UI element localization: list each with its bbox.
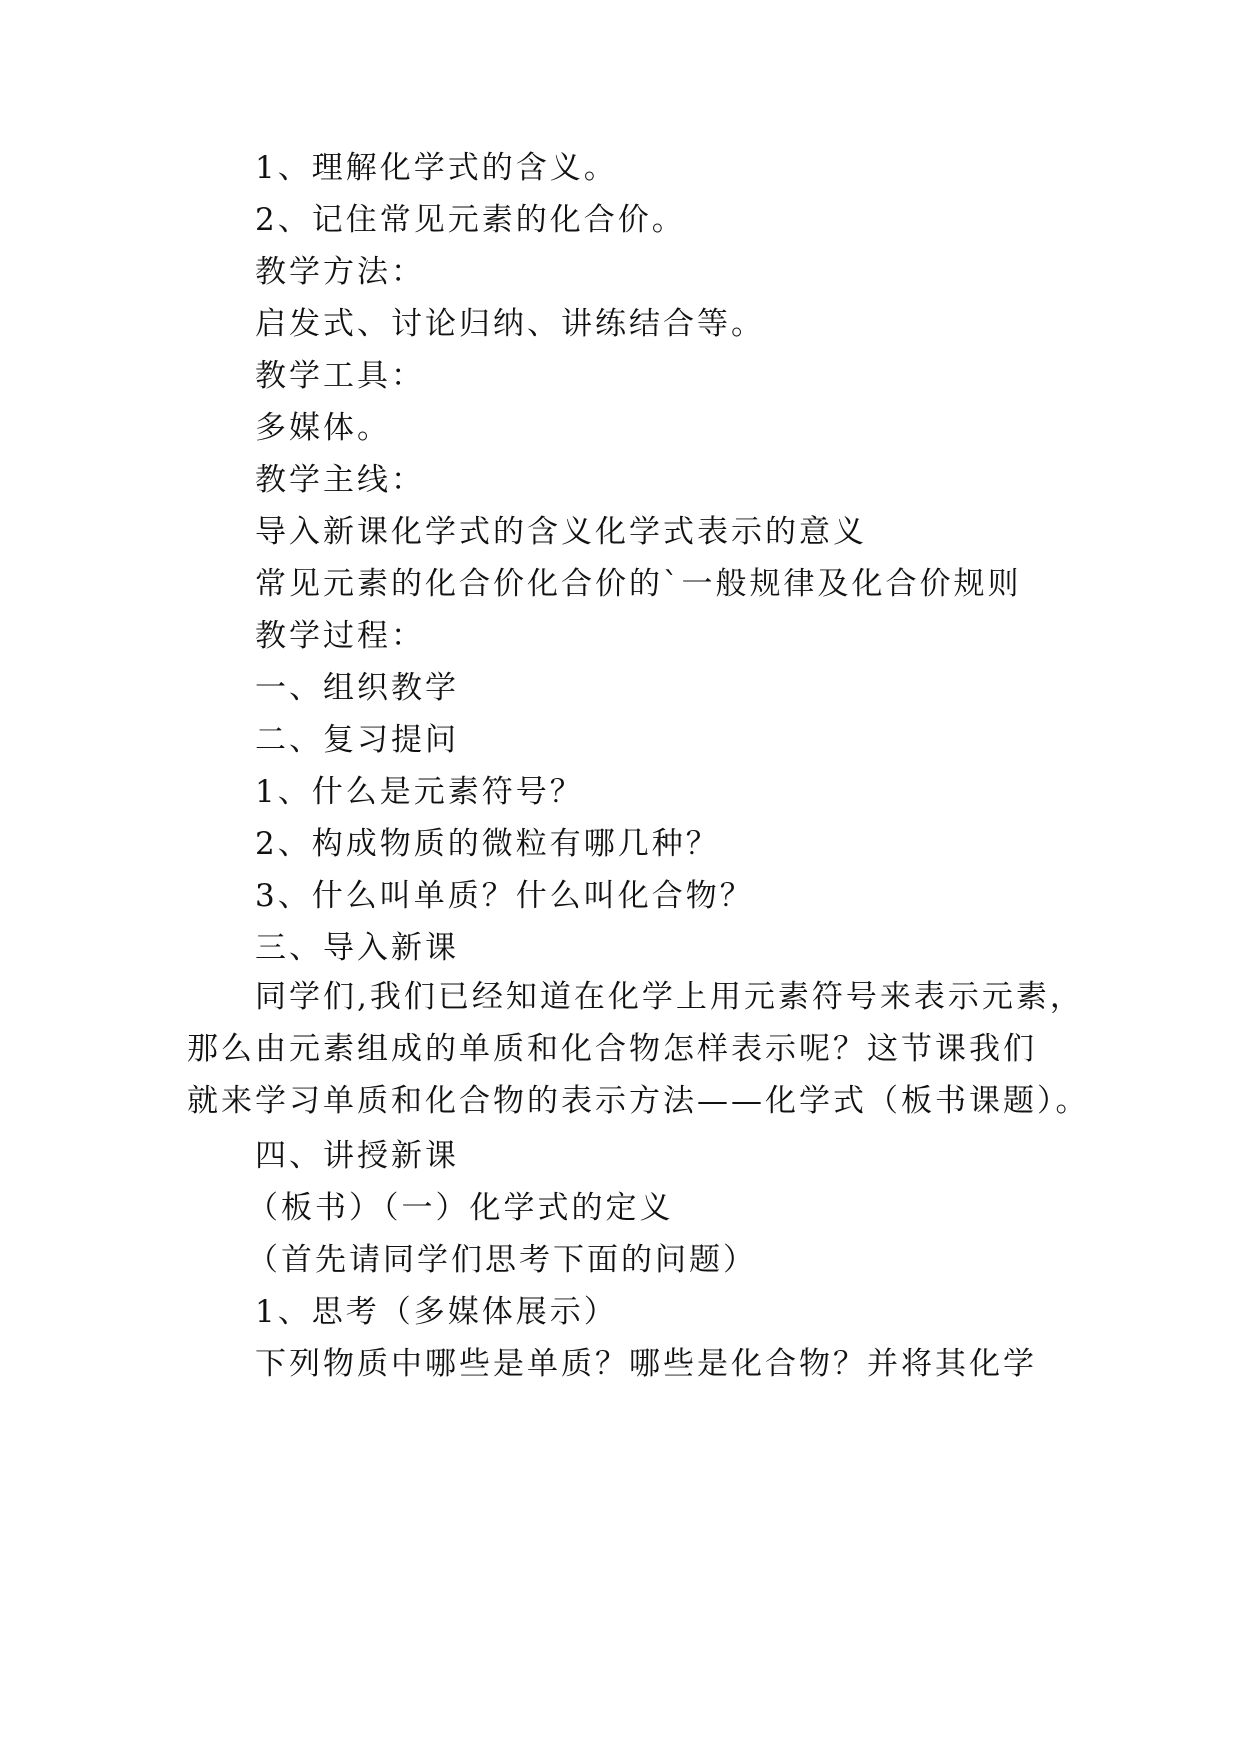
intro-paragraph-line: 那么由元素组成的单质和化合物怎样表示呢？这节课我们 [187,1031,1037,1067]
teaching-methods-heading: 教学方法： [255,254,425,290]
teaching-mainline-text-1: 导入新课化学式的含义化学式表示的意义 [255,514,867,550]
teaching-tools-text: 多媒体。 [255,410,391,446]
intro-paragraph-line: 同学们,我们已经知道在化学上用元素符号来表示元素， [255,979,1084,1015]
section-introduce-lesson: 三、导入新课 [255,930,459,966]
teaching-tools-heading: 教学工具： [255,358,425,394]
section-new-lesson: 四、讲授新课 [255,1138,459,1174]
teaching-process-heading: 教学过程： [255,618,425,654]
section-organize-teaching: 一、组织教学 [255,670,459,706]
question-substances: 下列物质中哪些是单质？哪些是化合物？并将其化学 [255,1346,1037,1382]
review-question-1: 1、什么是元素符号？ [255,774,584,810]
teaching-methods-text: 启发式、讨论归纳、讲练结合等。 [255,306,765,342]
objective-2: 2、记住常见元素的化合价。 [255,202,686,238]
thinking-prompt: （首先请同学们思考下面的问题） [247,1242,757,1278]
review-question-2: 2、构成物质的微粒有哪几种？ [255,826,720,862]
intro-paragraph-line: 就来学习单质和化合物的表示方法——化学式（板书课题）。 [187,1083,1090,1119]
objective-1: 1、理解化学式的含义。 [255,150,618,186]
review-question-3: 3、什么叫单质？什么叫化合物？ [255,878,754,914]
teaching-mainline-text-2: 常见元素的化合价化合价的`一般规律及化合价规则 [255,566,1022,602]
blackboard-definition: （板书）（一）化学式的定义 [247,1190,674,1226]
intro-paragraph [187,971,1090,1127]
think-multimedia: 1、思考（多媒体展示） [255,1294,618,1330]
section-review-questions: 二、复习提问 [255,722,459,758]
teaching-mainline-heading: 教学主线： [255,462,425,498]
